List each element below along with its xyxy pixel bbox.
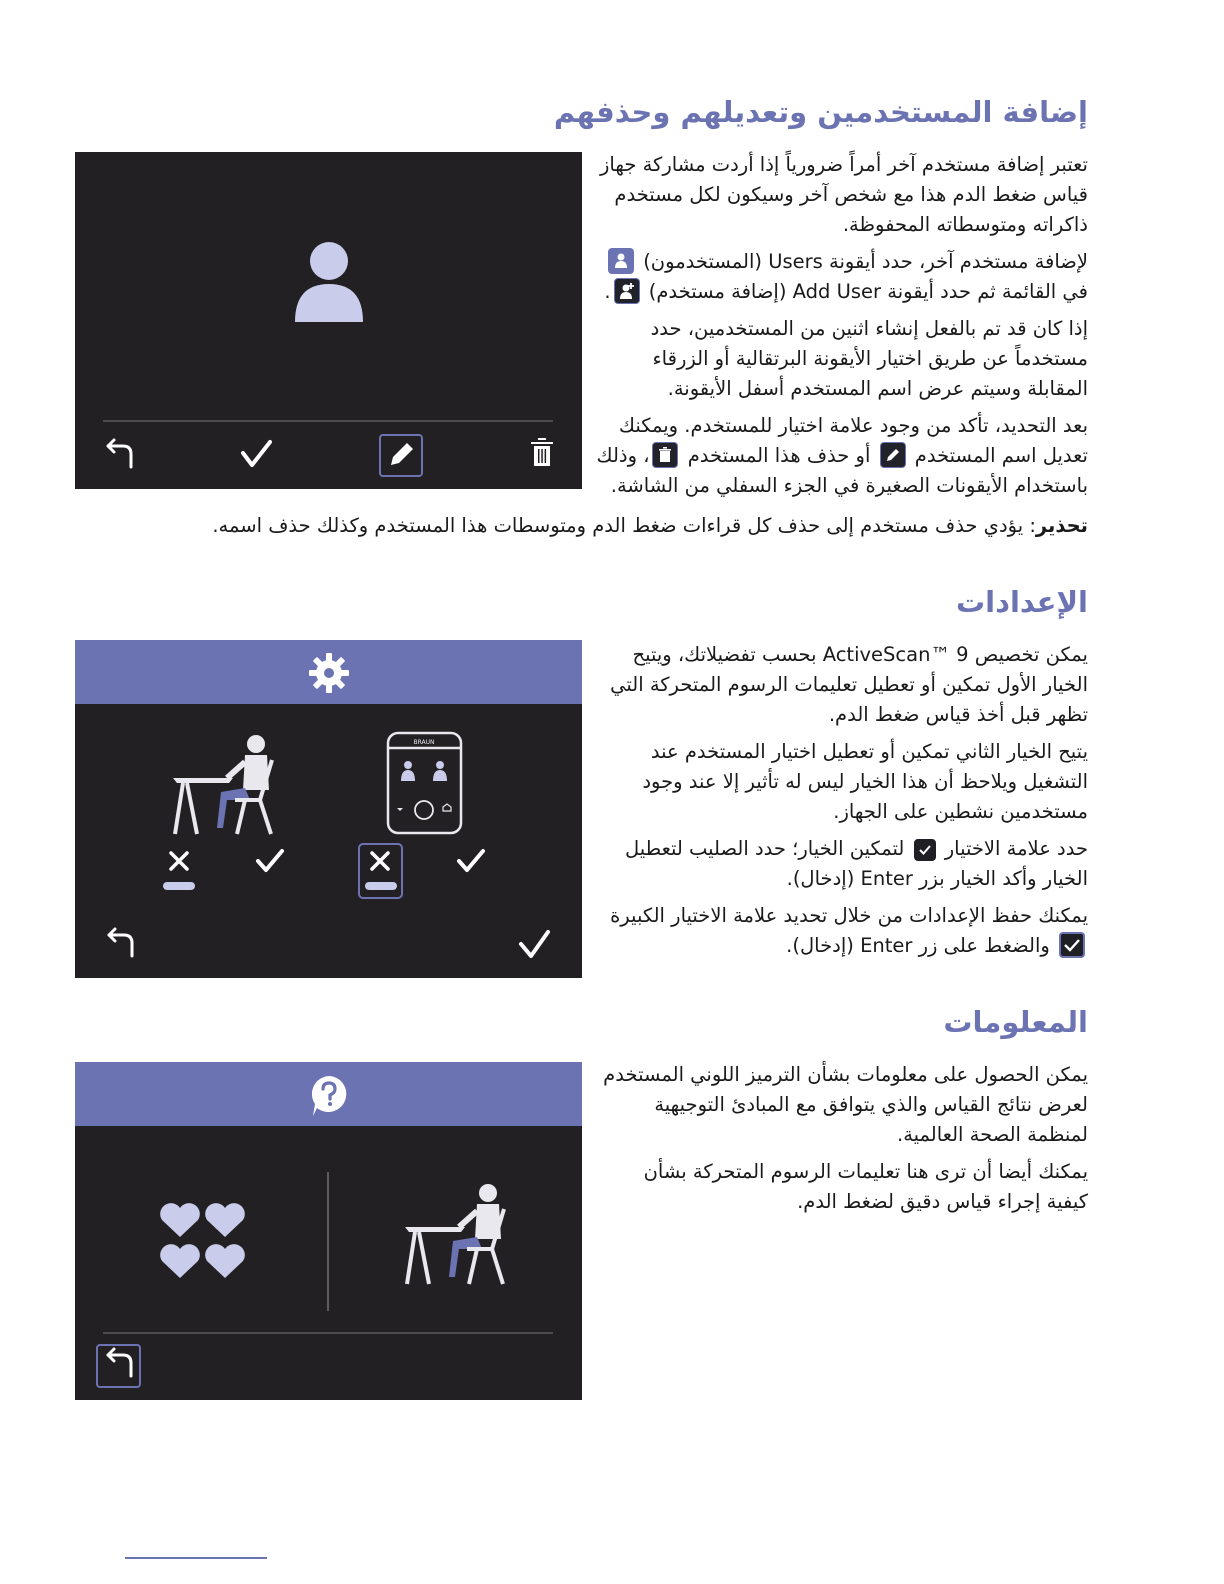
footer-rule — [125, 1557, 267, 1559]
checkbox-icon — [914, 839, 936, 861]
warning-text: : يؤدي حذف مستخدم إلى حذف كل قراءات ضغط الدم ومتوسطات هذا المستخدم وكذلك حذف اسمه. — [212, 514, 1036, 537]
add-user-icon — [614, 278, 640, 304]
device-screen-settings — [75, 640, 582, 978]
help-icon — [312, 1076, 346, 1116]
seated-person-icon — [405, 1184, 504, 1284]
paragraph: إذا كان قد تم بالفعل إنشاء اثنين من المستخدمين، حدد مستخدماً عن طريق اختيار الأيقونة البرتقالية أو الزرقاء المقابلة وسيتم عرض اسم المستخدم أسفل الأيقونة. — [650, 317, 1088, 400]
text-span: حدد علامة الاختيار — [944, 837, 1088, 860]
paragraph: يمكن تخصيص 9 ™ActiveScan بحسب تفضيلاتك، ويتيح الخيار الأول تمكين أو تعطيل تعليمات الرسوم المتحركة التي تظهر قبل أخذ قياس ضغط الدم. — [610, 643, 1088, 726]
paragraph: تعتبر إضافة مستخدم آخر أمراً ضرورياً إذا أردت مشاركة جهاز قياس ضغط الدم هذا مع شخص آخر وسيكون لكل مستخدم ذاكراته ومتوسطاته المحفوظة. — [600, 153, 1088, 236]
text-span: . — [604, 280, 611, 303]
section-heading-settings: الإعدادات — [955, 585, 1088, 619]
warning-note — [212, 511, 1088, 541]
checkmark-icon — [258, 851, 282, 870]
section3-text — [603, 1060, 1088, 1224]
confirm-checkmark-icon — [521, 932, 548, 956]
text-span: لتمكين الخيار؛ حدد الصليب لتعطيل الخيار وأكد الخيار بزر Enter (إدخال). — [624, 837, 1088, 890]
big-checkmark-icon — [1059, 932, 1085, 958]
edit-icon — [380, 435, 422, 476]
paragraph: يمكن الحصول على معلومات بشأن الترميز اللوني المستخدم لعرض نتائج القياس والذي يتوافق مع المبادئ التوجيهية لمنظمة الصحة العالمية. — [603, 1063, 1088, 1146]
hearts-icon — [160, 1203, 245, 1278]
device-brand: BRAUN — [413, 739, 435, 746]
text-span: لإضافة مستخدم آخر، حدد أيقونة Users (المستخدمون) — [643, 250, 1088, 273]
device-screen-users — [75, 152, 582, 489]
cross-icon — [171, 853, 187, 869]
paragraph: يمكنك أيضا أن ترى هنا تعليمات الرسوم المتحركة بشأن كيفية إجراء قياس دقيق لضغط الدم. — [643, 1160, 1088, 1213]
back-icon — [108, 1349, 131, 1376]
paragraph: يتيح الخيار الثاني تمكين أو تعطيل اختيار المستخدم عند التشغيل ويلاحظ أن هذا الخيار ليس له تأثير إلا عند وجود مستخدمين نشطين على الجهاز. — [642, 740, 1088, 823]
trash-icon — [531, 438, 553, 466]
user-avatar-icon — [295, 242, 363, 322]
cross-option-selected — [359, 844, 402, 898]
back-icon — [109, 929, 132, 956]
text-span: أو حذف هذا المستخدم — [687, 444, 871, 467]
back-icon — [108, 440, 131, 467]
section2-text — [593, 640, 1088, 968]
screen-graphics — [75, 1062, 582, 1400]
section-heading-info: المعلومات — [943, 1005, 1088, 1039]
device-icon — [388, 733, 461, 833]
text-span: في القائمة ثم حدد أيقونة Add User (إضافة مستخدم) — [648, 280, 1088, 303]
selected-indicator — [163, 882, 195, 890]
back-button — [97, 1345, 140, 1387]
device-screen-info — [75, 1062, 582, 1400]
text-span: ، وذلك باستخدام الأيقونات الصغيرة في الجزء السفلي من الشاشة. — [596, 444, 1088, 497]
warning-label: تحذير — [1035, 514, 1088, 537]
edit-icon — [880, 442, 906, 468]
paragraph — [588, 411, 1088, 501]
paragraph — [588, 247, 1088, 307]
checkmark-icon — [459, 851, 483, 870]
text-span: بعد التحديد، تأكد من وجود علامة اختيار للمستخدم. ويمكنك تعديل اسم المستخدم — [618, 414, 1088, 467]
seated-person-icon — [173, 735, 272, 834]
users-icon — [608, 248, 634, 274]
gear-icon — [309, 653, 349, 693]
section-heading-users: إضافة المستخدمين وتعديلهم وحذفهم — [553, 95, 1088, 129]
trash-icon — [652, 442, 678, 468]
section1-text — [588, 150, 1088, 508]
text-span: يمكنك حفظ الإعدادات من خلال تحديد علامة الاختيار الكبيرة — [610, 904, 1088, 927]
screen-graphics — [75, 640, 582, 978]
paragraph — [593, 901, 1088, 961]
checkmark-icon — [243, 442, 270, 465]
paragraph — [593, 834, 1088, 894]
screen-graphics — [75, 152, 582, 489]
text-span: والضغط على زر Enter (إدخال). — [786, 934, 1050, 957]
